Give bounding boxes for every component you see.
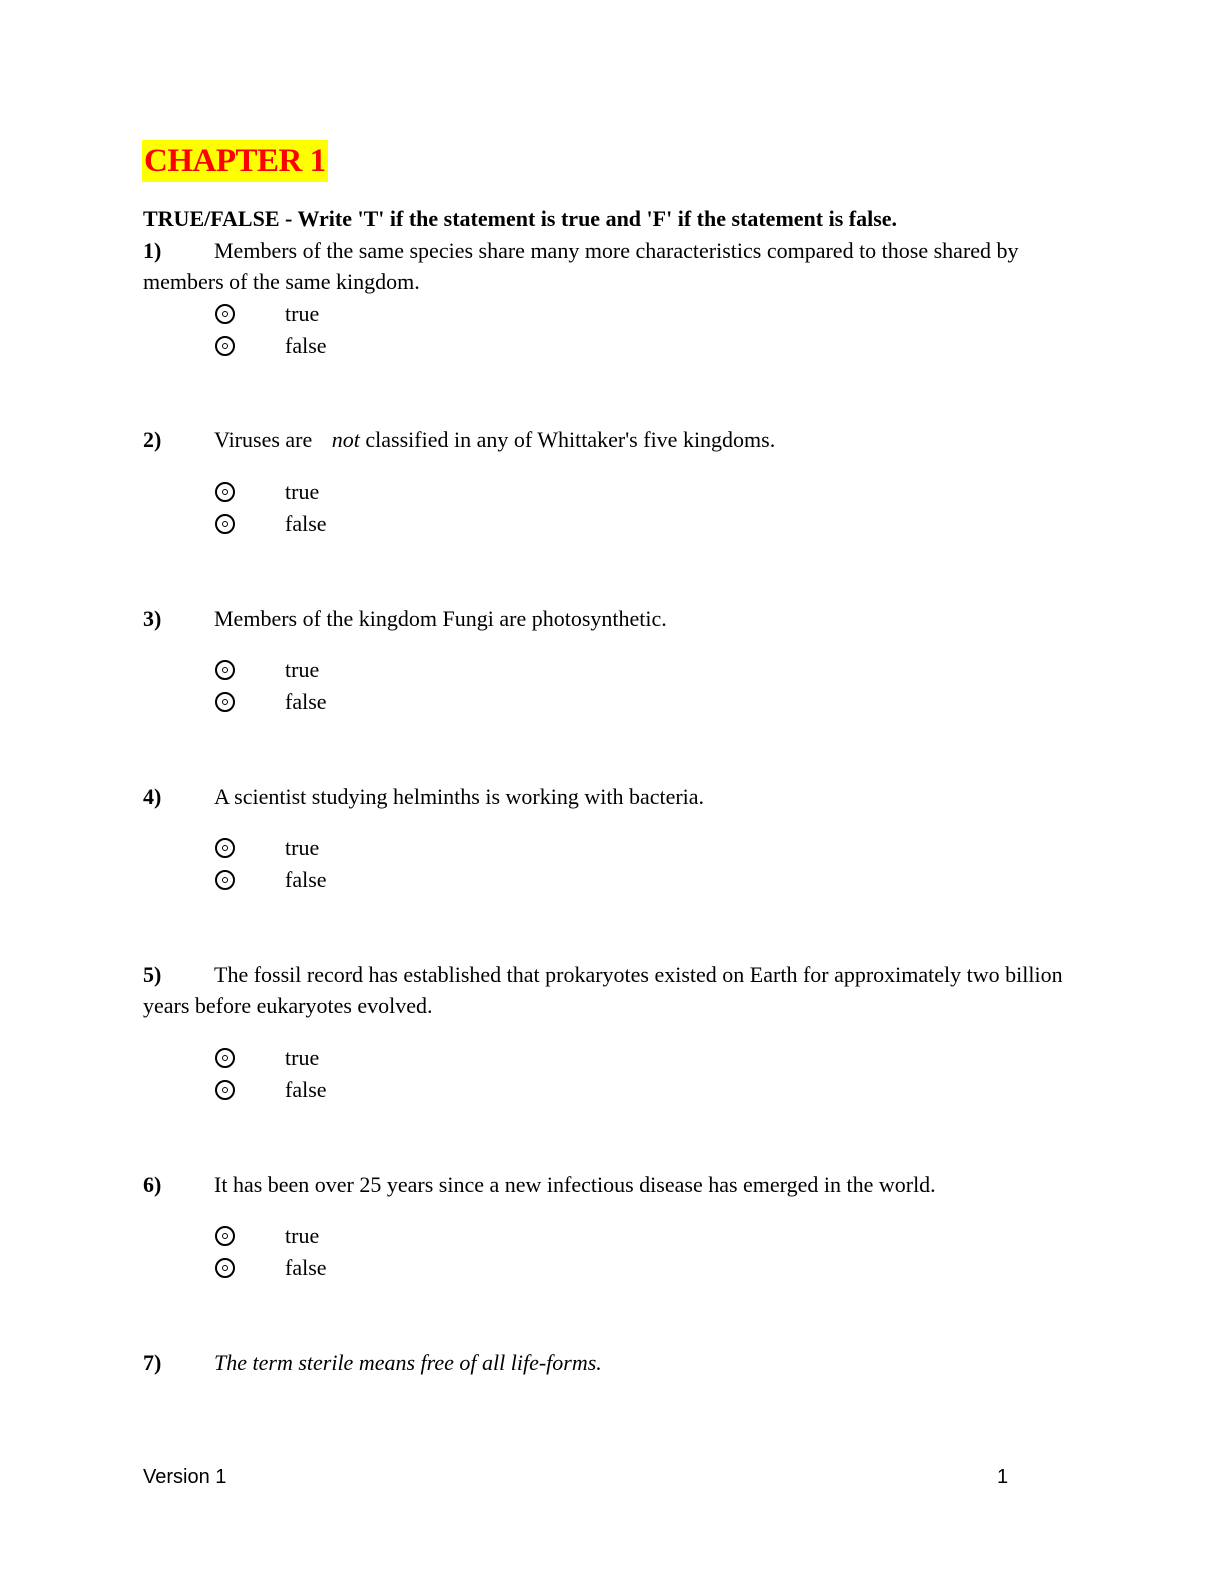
question-number: 1) <box>143 238 162 263</box>
radio-button-icon[interactable] <box>215 660 235 680</box>
question-5 <box>143 959 1073 1021</box>
chapter-title: CHAPTER 1 <box>142 140 328 182</box>
radio-button-icon[interactable] <box>215 514 235 534</box>
question-text: It has been over 25 years since a new infectious disease has emerged in the world. <box>214 1172 936 1197</box>
question-text-before: Viruses are <box>214 427 318 452</box>
radio-button-icon[interactable] <box>215 692 235 712</box>
question-text: Members of the kingdom Fungi are photosynthetic. <box>214 606 667 631</box>
question-1 <box>143 235 1073 297</box>
question-text: The term sterile means free of all life-forms. <box>214 1350 602 1375</box>
question-text-emphasis: not <box>331 427 360 452</box>
question-number: 4) <box>143 784 162 809</box>
radio-button-icon[interactable] <box>215 1258 235 1278</box>
option-label: false <box>285 511 327 536</box>
question-text-after: classified in any of Whittaker's five kingdoms. <box>359 427 776 452</box>
radio-button-icon[interactable] <box>215 838 235 858</box>
question-text: Members of the same species share many more characteristics compared to those shared by members of the same kingdom. <box>143 238 1019 294</box>
question-4 <box>143 781 1073 812</box>
question-number: 2) <box>143 427 162 452</box>
question-number: 7) <box>143 1350 162 1375</box>
option-label: false <box>285 1077 327 1102</box>
option-label: true <box>285 1223 320 1248</box>
radio-button-icon[interactable] <box>215 1048 235 1068</box>
instructions: TRUE/FALSE - Write 'T' if the statement is true and 'F' if the statement is false. <box>143 206 898 231</box>
option-label: true <box>285 301 320 326</box>
question-text: The fossil record has established that prokaryotes existed on Earth for approximately two billion years before eukaryotes evolved. <box>143 962 1063 1018</box>
option-label: false <box>285 1255 327 1280</box>
radio-button-icon[interactable] <box>215 336 235 356</box>
page-number: 1 <box>997 1466 1009 1488</box>
radio-button-icon[interactable] <box>215 482 235 502</box>
radio-button-icon[interactable] <box>215 1226 235 1246</box>
question-3 <box>143 603 1073 634</box>
question-6 <box>143 1169 1073 1200</box>
radio-button-icon[interactable] <box>215 304 235 324</box>
question-number: 6) <box>143 1172 162 1197</box>
question-number: 3) <box>143 606 162 631</box>
option-label: true <box>285 657 320 682</box>
option-label: false <box>285 333 327 358</box>
option-label: false <box>285 689 327 714</box>
radio-button-icon[interactable] <box>215 1080 235 1100</box>
footer-version: Version 1 <box>143 1466 227 1488</box>
option-label: true <box>285 1045 320 1070</box>
question-text: A scientist studying helminths is working with bacteria. <box>214 784 705 809</box>
option-label: true <box>285 479 320 504</box>
question-2 <box>143 424 1073 455</box>
radio-button-icon[interactable] <box>215 870 235 890</box>
question-number: 5) <box>143 962 162 987</box>
option-label: false <box>285 867 327 892</box>
option-label: true <box>285 835 320 860</box>
question-7 <box>143 1347 1073 1378</box>
